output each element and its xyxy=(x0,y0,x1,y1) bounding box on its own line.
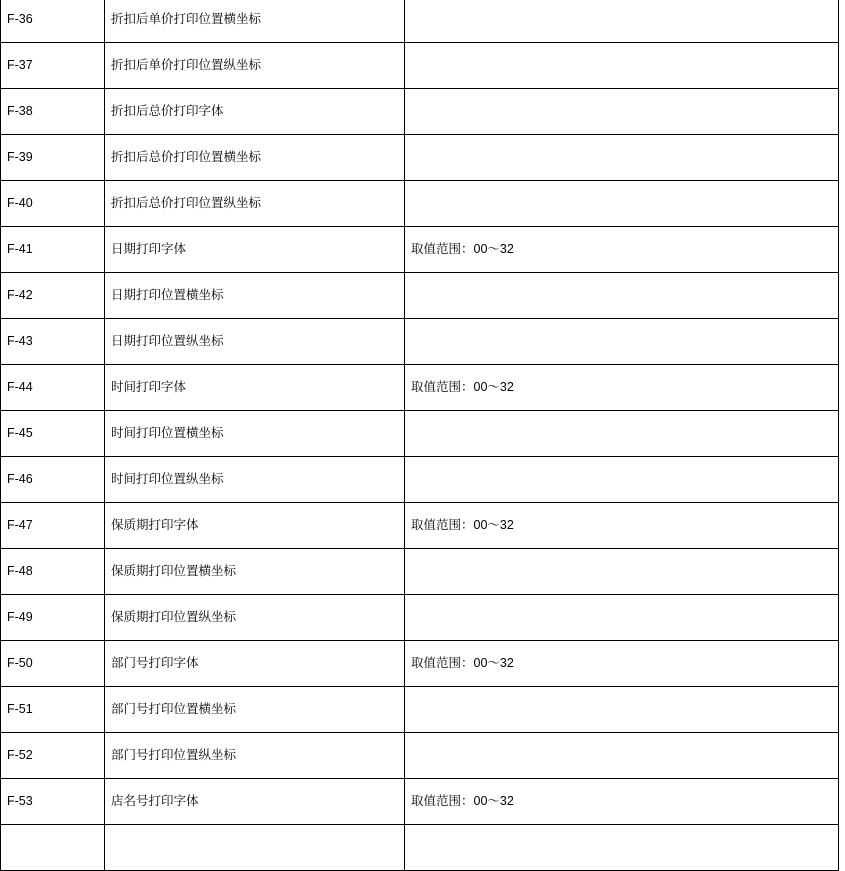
parameter-name-cell: 折扣后总价打印位置横坐标 xyxy=(105,135,405,181)
parameter-code-cell: F-44 xyxy=(1,365,105,411)
table-row xyxy=(1,595,839,641)
parameter-table-body xyxy=(1,0,839,871)
table-row xyxy=(1,227,839,273)
table-row xyxy=(1,319,839,365)
parameter-code-cell: F-52 xyxy=(1,733,105,779)
table-row xyxy=(1,825,839,871)
table-row xyxy=(1,273,839,319)
parameter-name-cell: 日期打印字体 xyxy=(105,227,405,273)
parameter-code-cell: F-37 xyxy=(1,43,105,89)
parameter-range-cell: 取值范围：00～32 xyxy=(405,779,839,825)
table-row xyxy=(1,779,839,825)
parameter-range-cell xyxy=(405,595,839,641)
parameter-name-cell: 折扣后总价打印位置纵坐标 xyxy=(105,181,405,227)
table-row xyxy=(1,365,839,411)
parameter-range-cell xyxy=(405,89,839,135)
parameter-code-cell: F-39 xyxy=(1,135,105,181)
parameter-code-cell: F-49 xyxy=(1,595,105,641)
parameter-range-cell xyxy=(405,181,839,227)
table-row xyxy=(1,549,839,595)
parameter-name-cell xyxy=(105,825,405,871)
table-row xyxy=(1,43,839,89)
parameter-code-cell: F-50 xyxy=(1,641,105,687)
parameter-name-cell: 时间打印位置横坐标 xyxy=(105,411,405,457)
parameter-name-cell: 日期打印位置横坐标 xyxy=(105,273,405,319)
parameter-range-cell: 取值范围：00～32 xyxy=(405,641,839,687)
parameter-name-cell: 部门号打印位置纵坐标 xyxy=(105,733,405,779)
parameter-range-cell xyxy=(405,43,839,89)
parameter-range-cell xyxy=(405,319,839,365)
parameter-range-cell xyxy=(405,733,839,779)
parameter-range-cell xyxy=(405,0,839,43)
parameter-name-cell: 保质期打印位置纵坐标 xyxy=(105,595,405,641)
parameter-name-cell: 保质期打印字体 xyxy=(105,503,405,549)
parameter-code-cell: F-41 xyxy=(1,227,105,273)
parameter-code-cell: F-36 xyxy=(1,0,105,43)
table-row xyxy=(1,641,839,687)
parameter-range-cell xyxy=(405,687,839,733)
table-row xyxy=(1,503,839,549)
parameter-code-cell: F-40 xyxy=(1,181,105,227)
parameter-range-cell: 取值范围：00～32 xyxy=(405,503,839,549)
parameter-range-cell: 取值范围：00～32 xyxy=(405,227,839,273)
parameter-range-cell xyxy=(405,411,839,457)
parameter-name-cell: 店名号打印字体 xyxy=(105,779,405,825)
parameter-range-cell xyxy=(405,273,839,319)
parameter-name-cell: 保质期打印位置横坐标 xyxy=(105,549,405,595)
parameter-name-cell: 部门号打印位置横坐标 xyxy=(105,687,405,733)
parameter-code-cell: F-53 xyxy=(1,779,105,825)
parameter-code-cell xyxy=(1,825,105,871)
parameter-name-cell: 部门号打印字体 xyxy=(105,641,405,687)
parameter-code-cell: F-45 xyxy=(1,411,105,457)
parameter-code-cell: F-47 xyxy=(1,503,105,549)
parameter-name-cell: 时间打印字体 xyxy=(105,365,405,411)
parameter-range-cell xyxy=(405,135,839,181)
table-row xyxy=(1,733,839,779)
table-row xyxy=(1,135,839,181)
parameter-code-cell: F-43 xyxy=(1,319,105,365)
parameter-name-cell: 折扣后单价打印位置纵坐标 xyxy=(105,43,405,89)
parameter-range-cell xyxy=(405,549,839,595)
parameter-code-cell: F-42 xyxy=(1,273,105,319)
parameter-range-cell xyxy=(405,457,839,503)
parameter-code-cell: F-51 xyxy=(1,687,105,733)
table-row xyxy=(1,0,839,43)
table-row xyxy=(1,411,839,457)
table-row xyxy=(1,89,839,135)
parameter-name-cell: 折扣后单价打印位置横坐标 xyxy=(105,0,405,43)
table-row xyxy=(1,687,839,733)
table-row xyxy=(1,457,839,503)
parameter-code-cell: F-48 xyxy=(1,549,105,595)
table-row xyxy=(1,181,839,227)
parameter-name-cell: 日期打印位置纵坐标 xyxy=(105,319,405,365)
parameter-range-cell: 取值范围：00～32 xyxy=(405,365,839,411)
parameter-name-cell: 折扣后总价打印字体 xyxy=(105,89,405,135)
parameter-range-cell xyxy=(405,825,839,871)
parameter-name-cell: 时间打印位置纵坐标 xyxy=(105,457,405,503)
parameter-code-cell: F-46 xyxy=(1,457,105,503)
parameter-code-cell: F-38 xyxy=(1,89,105,135)
